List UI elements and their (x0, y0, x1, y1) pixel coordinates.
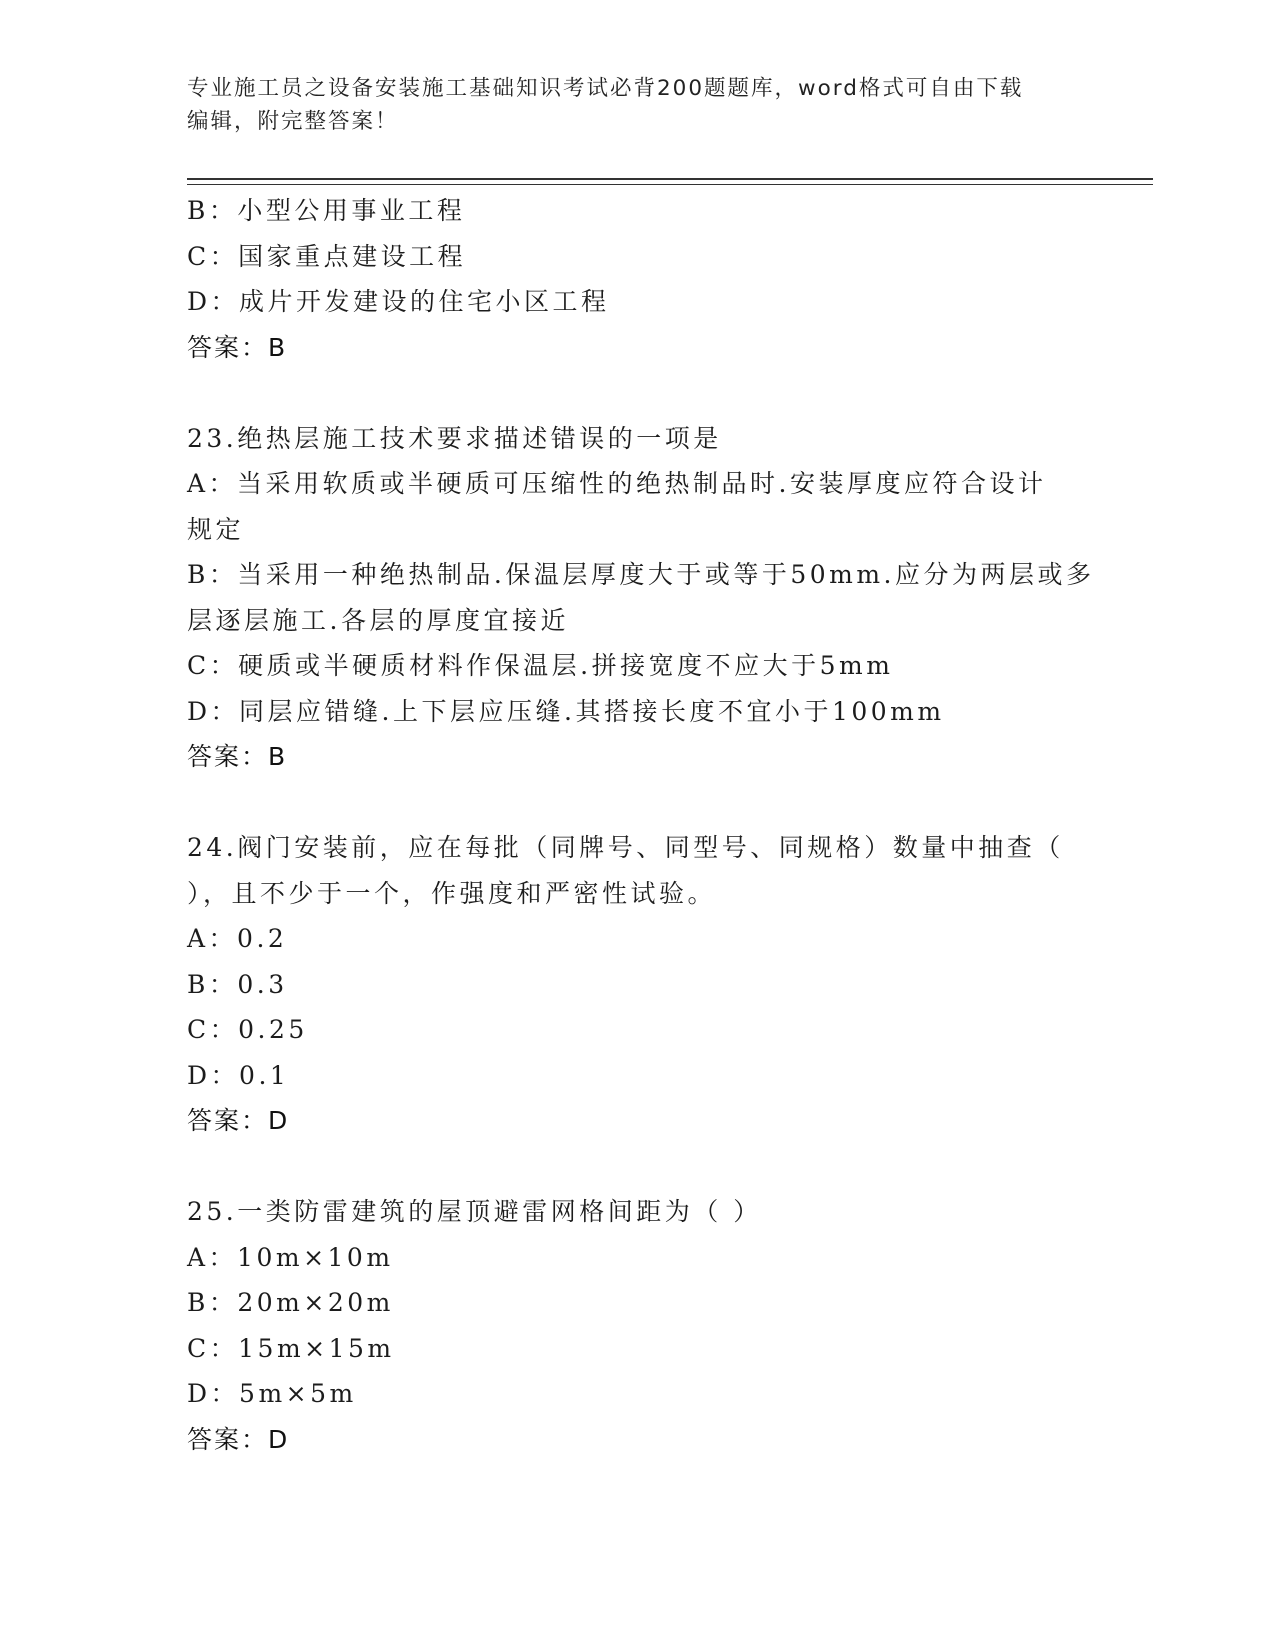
spacer (187, 780, 1087, 826)
header-divider-thick (187, 178, 1153, 180)
option-a: A：10m×10m (187, 1242, 394, 1272)
option-b: B：0.3 (187, 969, 288, 999)
document-header (187, 72, 1087, 138)
question-24 (187, 825, 1087, 1144)
answer-line: 答案：B (187, 332, 288, 362)
question-text-line-2: ），且不少于一个，作强度和严密性试验。 (187, 878, 717, 908)
option-a-line-1: A：当采用软质或半硬质可压缩性的绝热制品时.安装厚度应符合设计 (187, 469, 1047, 498)
answer-line: 答案：D (187, 1106, 290, 1135)
option-b: B：20m×20m (187, 1288, 394, 1317)
question-text: 25.一类防雷建筑的屋顶避雷网格间距为（ ） (187, 1197, 762, 1226)
header-title-line-2: 编辑，附完整答案！ (187, 109, 399, 134)
question-22 (187, 188, 1087, 370)
option-c: C：15m×15m (187, 1333, 395, 1363)
option-d: D：5m×5m (187, 1379, 357, 1408)
option-c: C：国家重点建设工程 (187, 241, 467, 271)
option-b: B：小型公用事业工程 (187, 196, 466, 225)
header-title-line-1: 专业施工员之设备安装施工基础知识考试必背200题题库，word格式可自由下载 (187, 76, 1024, 101)
option-a-line-2: 规定 (187, 514, 245, 544)
option-c: C：硬质或半硬质材料作保温层.拼接宽度不应大于5mm (187, 651, 894, 680)
option-d: D：成片开发建设的住宅小区工程 (187, 287, 610, 316)
answer-line: 答案：B (187, 742, 288, 771)
header-divider-thin (187, 184, 1153, 185)
option-b-line-2: 层逐层施工.各层的厚度宜接近 (187, 605, 569, 635)
question-25 (187, 1189, 1087, 1462)
answer-line: 答案：D (187, 1424, 290, 1454)
question-text-line-1: 24.阀门安装前，应在每批（同牌号、同型号、同规格）数量中抽查（ (187, 833, 1064, 862)
spacer (187, 370, 1087, 416)
question-list (187, 188, 1095, 1462)
spacer (187, 1144, 1087, 1190)
option-a: A：0.2 (187, 924, 288, 953)
option-b-line-1: B：当采用一种绝热制品.保温层厚度大于或等于50mm.应分为两层或多 (187, 560, 1095, 589)
option-d: D：同层应错缝.上下层应压缝.其搭接长度不宜小于100mm (187, 696, 945, 726)
question-text: 23.绝热层施工技术要求描述错误的一项是 (187, 423, 722, 453)
question-23 (187, 416, 1095, 780)
option-d: D：0.1 (187, 1060, 290, 1090)
option-c: C：0.25 (187, 1015, 308, 1044)
